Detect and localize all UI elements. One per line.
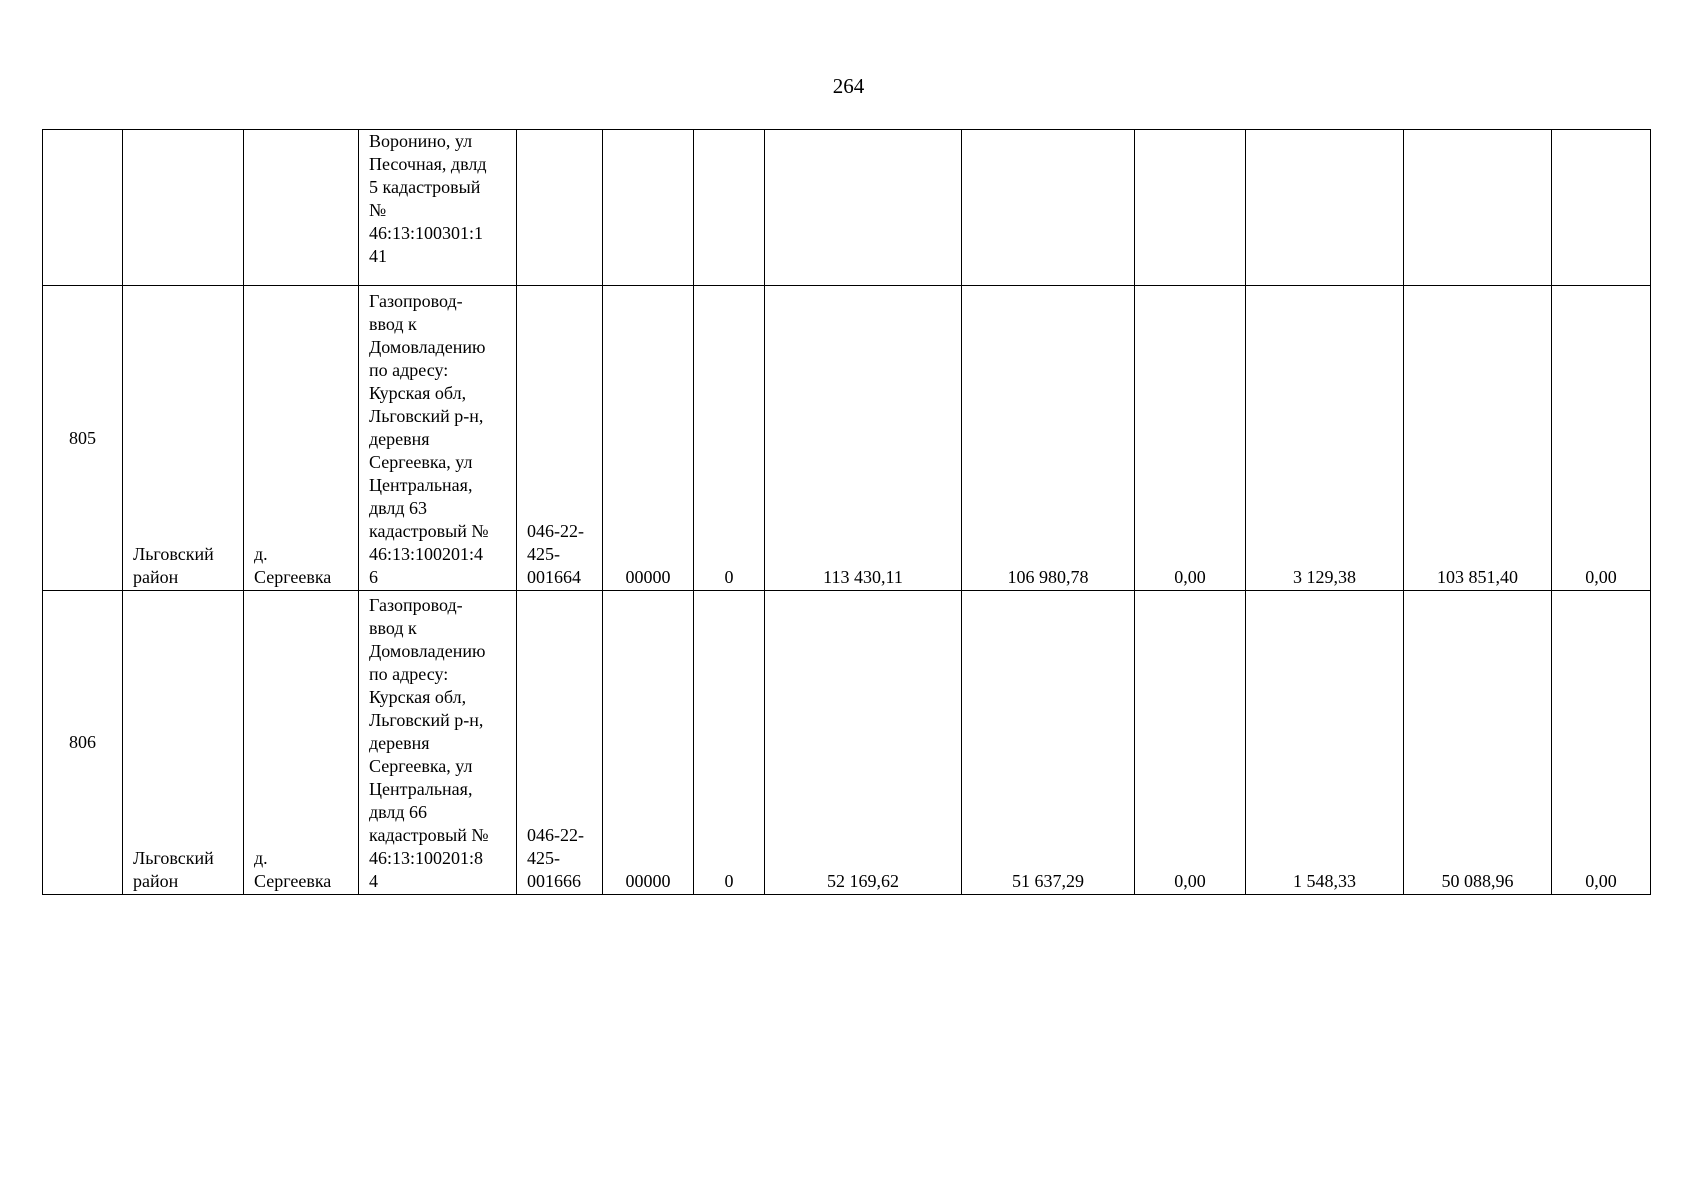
- cell-zero: 0: [694, 286, 765, 591]
- table-row-continuation: [43, 130, 1651, 286]
- cell-value-3: 0,00: [1135, 591, 1246, 895]
- cell-value-4: 3 129,38: [1246, 286, 1404, 591]
- cell-value-1: 52 169,62: [765, 591, 962, 895]
- cell-value-2: [962, 130, 1135, 286]
- cell-value-1: [765, 130, 962, 286]
- cell-value-6: [1552, 130, 1651, 286]
- cell-locality: [244, 130, 359, 286]
- cell-registration-number: 046-22- 425- 001664: [517, 286, 603, 591]
- property-registry-table: [42, 129, 1651, 895]
- table-row: [43, 591, 1651, 895]
- cell-object-description: Газопровод- ввод к Домовладению по адресу: Курская обл, Льговский р-н, деревня Сергеевка, ул Центральная, двлд 66 кадастровый № 46:13:100201:8 4: [359, 591, 517, 895]
- cell-code: 00000: [603, 286, 694, 591]
- cell-code: [603, 130, 694, 286]
- cell-value-2: 51 637,29: [962, 591, 1135, 895]
- cell-locality: д. Сергеевка: [244, 286, 359, 591]
- cell-object-description: Газопровод- ввод к Домовладению по адресу: Курская обл, Льговский р-н, деревня Сергеевка, ул Центральная, двлд 63 кадастровый № 46:13:100201:4 6: [359, 286, 517, 591]
- cell-value-4: 1 548,33: [1246, 591, 1404, 895]
- cell-value-3: 0,00: [1135, 286, 1246, 591]
- cell-value-5: 50 088,96: [1404, 591, 1552, 895]
- cell-value-6: 0,00: [1552, 591, 1651, 895]
- cell-value-5: [1404, 130, 1552, 286]
- table-row: [43, 286, 1651, 591]
- cell-district: Льговский район: [123, 591, 244, 895]
- cell-locality: д. Сергеевка: [244, 591, 359, 895]
- cell-number: [43, 130, 123, 286]
- cell-value-6: 0,00: [1552, 286, 1651, 591]
- cell-zero: [694, 130, 765, 286]
- cell-registration-number: 046-22- 425- 001666: [517, 591, 603, 895]
- cell-code: 00000: [603, 591, 694, 895]
- cell-object-description: Воронино, ул Песочная, двлд 5 кадастровый № 46:13:100301:1 41: [359, 130, 517, 286]
- cell-registration-number: [517, 130, 603, 286]
- cell-district: [123, 130, 244, 286]
- cell-number: 806: [43, 591, 123, 895]
- cell-zero: 0: [694, 591, 765, 895]
- cell-value-2: 106 980,78: [962, 286, 1135, 591]
- cell-value-4: [1246, 130, 1404, 286]
- cell-value-3: [1135, 130, 1246, 286]
- cell-number: 805: [43, 286, 123, 591]
- cell-value-5: 103 851,40: [1404, 286, 1552, 591]
- page-number: 264: [832, 74, 865, 98]
- cell-district: Льговский район: [123, 286, 244, 591]
- cell-value-1: 113 430,11: [765, 286, 962, 591]
